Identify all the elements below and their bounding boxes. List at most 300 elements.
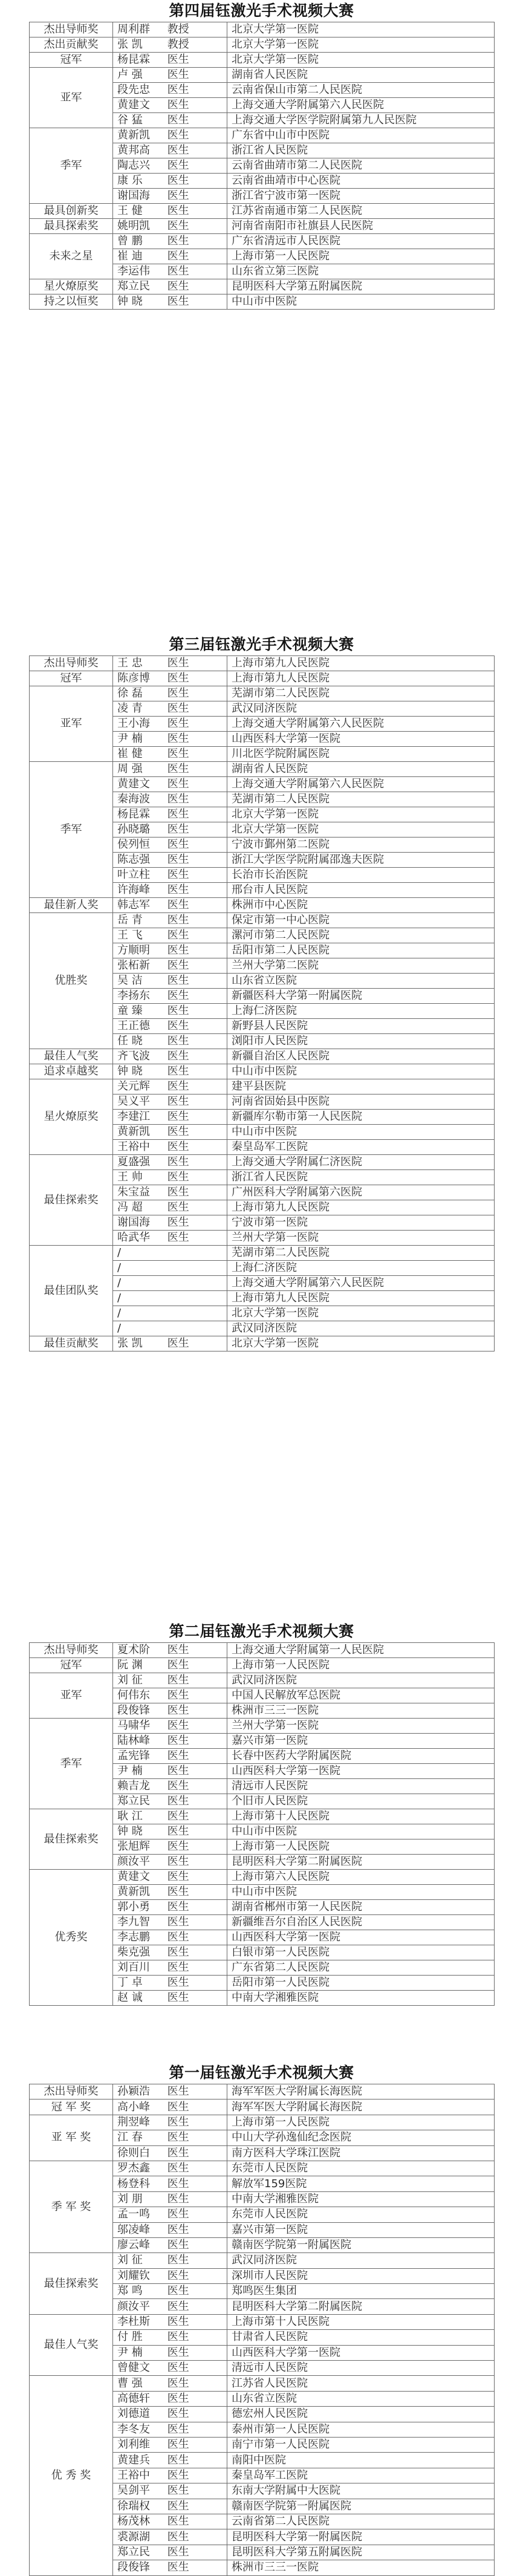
hospital-name: 兰州大学第二医院	[227, 958, 495, 974]
winner-cell	[113, 68, 227, 83]
winner-name: 黄邦高	[117, 144, 150, 157]
hospital-name: 上海交通大学医学院附属第九人民医院	[227, 113, 495, 128]
award-name: 最佳人气奖	[30, 1049, 113, 1064]
winner-cell	[113, 2345, 227, 2360]
winner-cell	[113, 2529, 227, 2545]
hospital-name: 上海交通大学附属第六人民医院	[227, 777, 495, 792]
table-row	[30, 204, 495, 219]
winner-title: 医生	[167, 280, 189, 293]
winner-name: 崔 迪	[117, 250, 143, 262]
hospital-name: 宁波市第一医院	[227, 1215, 495, 1231]
table-row	[30, 1809, 495, 1824]
hospital-name: 建平县医院	[227, 1079, 495, 1094]
winner-cell	[113, 2361, 227, 2376]
winner-name: 段俊锋	[117, 1704, 150, 1717]
winner-name: 康 乐	[117, 174, 143, 187]
winner-title: 医生	[167, 2346, 189, 2359]
winner-title: 医生	[167, 1991, 189, 2004]
winner-title: 医生	[167, 1704, 189, 1717]
winner-name: 郭小勇	[117, 1901, 150, 1913]
hospital-name: 云南省曲靖市第二人民医院	[227, 158, 495, 174]
winner-title: 医生	[167, 1976, 189, 1989]
winner-cell	[113, 2483, 227, 2499]
winner-cell	[113, 1291, 227, 1306]
winner-title: 医生	[167, 899, 189, 911]
winner-title: 医生	[167, 2453, 189, 2467]
hospital-name: 上海市第一人民医院	[227, 249, 495, 264]
winner-cell	[113, 1094, 227, 1110]
award-name: 星火燎原奖	[30, 279, 113, 294]
table-row	[30, 1673, 495, 1688]
winner-title: 医生	[167, 747, 189, 760]
winner-cell	[113, 2161, 227, 2176]
award-name: 最具创新奖	[30, 204, 113, 219]
hospital-name: 解放军159医院	[227, 2176, 495, 2191]
winner-name: /	[117, 1246, 122, 1259]
winner-cell	[113, 249, 227, 264]
winner-title: 医生	[167, 2515, 189, 2528]
hospital-name: 北京大学第一医院	[227, 1306, 495, 1321]
winner-name: 侯列恒	[117, 838, 150, 851]
winner-name: 刘 朋	[117, 2192, 143, 2205]
hospital-name: 中山市中医院	[227, 294, 495, 310]
winner-cell	[113, 822, 227, 838]
winner-title: 医生	[167, 1961, 189, 1974]
winner-cell	[113, 989, 227, 1004]
awards-table	[29, 655, 495, 1351]
winner-cell	[113, 1855, 227, 1870]
winner-name: 张 凯	[117, 38, 143, 51]
winner-name: 陈彦博	[117, 672, 150, 685]
competition-section	[29, 634, 494, 1351]
winner-title: 医生	[167, 2361, 189, 2375]
winner-title: 医生	[167, 1659, 189, 1671]
hospital-name: 中山市中医院	[227, 1125, 495, 1140]
hospital-name: 北京大学第一医院	[227, 1336, 495, 1351]
winner-title: 医生	[167, 2177, 189, 2190]
winner-title: 医生	[167, 2254, 189, 2267]
award-name: 星火燎原奖	[30, 1079, 113, 1155]
award-name: 未来之星	[30, 234, 113, 279]
winner-cell	[113, 1019, 227, 1034]
winner-name: 段俊锋	[117, 2561, 150, 2574]
winner-name: 刘百川	[117, 1961, 150, 1974]
table-row	[30, 1049, 495, 1064]
hospital-name: 新疆医科大学第一附属医院	[227, 989, 495, 1004]
winner-name: 高德轩	[117, 2392, 150, 2405]
winner-name: 曹 强	[117, 2376, 143, 2390]
table-row	[30, 898, 495, 913]
hospital-name: 岳阳市第一人民医院	[227, 1976, 495, 1991]
winner-title: 医生	[167, 2422, 189, 2436]
winner-cell	[113, 913, 227, 928]
winner-cell	[113, 204, 227, 219]
winner-cell	[113, 1930, 227, 1945]
award-name: 杰出导师奖	[30, 656, 113, 671]
hospital-name: 广州医科大学附属第六医院	[227, 1185, 495, 1200]
winner-cell	[113, 1276, 227, 1291]
hospital-name: 白银市第一人民医院	[227, 1945, 495, 1960]
hospital-name: 长春中医药大学附属医院	[227, 1749, 495, 1764]
winner-cell	[113, 189, 227, 204]
winner-title: 医生	[167, 1125, 189, 1138]
winner-name: 阮 渊	[117, 1659, 143, 1671]
hospital-name: 武汉同济医院	[227, 1673, 495, 1688]
winner-name: 韩志军	[117, 899, 150, 911]
winner-cell	[113, 234, 227, 249]
winner-name: 杨登科	[117, 2177, 150, 2190]
winner-cell	[113, 2499, 227, 2514]
award-name: 最佳贡献奖	[30, 1336, 113, 1351]
winner-cell	[113, 2176, 227, 2191]
award-name: 杰出贡献奖	[30, 37, 113, 53]
winner-title: 医生	[167, 250, 189, 262]
winner-name: 孟一鸣	[117, 2208, 150, 2221]
winner-cell	[113, 2314, 227, 2329]
winner-cell	[113, 792, 227, 807]
hospital-name: 深圳市人民医院	[227, 2268, 495, 2283]
winner-title: 医生	[167, 2530, 189, 2543]
award-name: 杰出导师奖	[30, 22, 113, 37]
winner-name: 关元辉	[117, 1080, 150, 1093]
winner-title: 医生	[167, 1855, 189, 1868]
winner-title: 医生	[167, 2438, 189, 2451]
winner-cell	[113, 279, 227, 294]
winner-name: 荆翌峰	[117, 2115, 150, 2129]
winner-title: 医生	[167, 1186, 189, 1199]
winner-title: 医生	[167, 1795, 189, 1807]
award-name: 持之以恒奖	[30, 294, 113, 310]
hospital-name: 中南大学湘雅医院	[227, 2191, 495, 2207]
winner-title: 医生	[167, 1840, 189, 1853]
winner-name: 刘耀钦	[117, 2269, 150, 2282]
winner-title: 医生	[167, 68, 189, 81]
table-row	[30, 22, 495, 37]
winner-cell	[113, 1885, 227, 1900]
winner-cell	[113, 1049, 227, 1064]
winner-title: 医生	[167, 1110, 189, 1123]
winner-name: 黄新凯	[117, 1125, 150, 1138]
winner-title: 教授	[167, 23, 189, 36]
winner-cell	[113, 868, 227, 883]
hospital-name: 湖南省郴州市第一人民医院	[227, 1900, 495, 1915]
hospital-name: 秦皇岛军工医院	[227, 1140, 495, 1155]
competition-section	[29, 2062, 494, 2576]
competition-section	[29, 1621, 494, 2006]
winner-name: 徐 磊	[117, 687, 143, 700]
winner-cell	[113, 1991, 227, 2006]
winner-cell	[113, 1824, 227, 1839]
winner-title: 医生	[167, 1916, 189, 1928]
winner-title: 医生	[167, 959, 189, 972]
winner-title: 医生	[167, 883, 189, 896]
winner-cell	[113, 747, 227, 762]
hospital-name: 山西医科大学第一医院	[227, 1930, 495, 1945]
winner-cell	[113, 174, 227, 189]
hospital-name: 昆明医科大学第五附属医院	[227, 279, 495, 294]
hospital-name: 广东省清远市人民医院	[227, 234, 495, 249]
winner-cell	[113, 1734, 227, 1749]
winner-cell	[113, 219, 227, 234]
table-row	[30, 2161, 495, 2176]
winner-title: 医生	[167, 2545, 189, 2558]
hospital-name: 湖南省人民医院	[227, 762, 495, 777]
hospital-name: 新疆自治区人民医院	[227, 1049, 495, 1064]
winner-title: 教授	[167, 38, 189, 51]
hospital-name: 上海市第十人民医院	[227, 2314, 495, 2329]
table-row	[30, 2314, 495, 2329]
winner-name: 张旭辉	[117, 1840, 150, 1853]
winner-cell	[113, 2453, 227, 2468]
winner-name: 郑 鸣	[117, 2285, 143, 2298]
winner-cell	[113, 2130, 227, 2145]
winner-title: 医生	[167, 1901, 189, 1913]
winner-cell	[113, 1719, 227, 1734]
winner-name: 丁 卓	[117, 1976, 143, 1989]
award-name: 最佳人气奖	[30, 2314, 113, 2376]
winner-name: 尹 楠	[117, 1764, 143, 1777]
winner-name: 郑立民	[117, 2545, 150, 2558]
winner-cell	[113, 2422, 227, 2437]
table-row	[30, 2376, 495, 2391]
hospital-name: 上海市第十人民医院	[227, 1809, 495, 1824]
winner-name: 尹 楠	[117, 2346, 143, 2359]
winner-name: 卢 强	[117, 68, 143, 81]
hospital-name: 清远市人民医院	[227, 1779, 495, 1794]
winner-cell	[113, 1658, 227, 1673]
winner-title: 医生	[167, 1810, 189, 1823]
winner-cell	[113, 1246, 227, 1261]
winner-name: 王小海	[117, 717, 150, 730]
hospital-name: 云南省保山市第二人民医院	[227, 83, 495, 98]
winner-name: 陆林峰	[117, 1734, 150, 1747]
winner-title: 医生	[167, 2484, 189, 2497]
winner-cell	[113, 1794, 227, 1809]
hospital-name: 中山市中医院	[227, 1064, 495, 1079]
hospital-name: 南方医科大学珠江医院	[227, 2145, 495, 2161]
hospital-name: 上海交通大学附属第六人民医院	[227, 717, 495, 732]
winner-cell	[113, 2145, 227, 2161]
winner-cell	[113, 2330, 227, 2345]
winner-name: 陈志强	[117, 853, 150, 866]
winner-name: 李扬东	[117, 989, 150, 1002]
winner-title: 医生	[167, 2146, 189, 2159]
table-row	[30, 1658, 495, 1673]
hospital-name: 上海市第一人民医院	[227, 2115, 495, 2130]
winner-name: 孟宪锋	[117, 1749, 150, 1762]
winner-title: 医生	[167, 929, 189, 942]
winner-name: 杨昆霖	[117, 53, 150, 66]
winner-cell	[113, 2115, 227, 2130]
winner-cell	[113, 1688, 227, 1703]
competition-title: 第二届钰激光手术视频大赛	[169, 1622, 354, 1640]
hospital-name: 浙江省人民医院	[227, 1170, 495, 1185]
winner-title: 医生	[167, 220, 189, 232]
winner-cell	[113, 143, 227, 158]
winner-name: 李建江	[117, 1110, 150, 1123]
award-name: 冠军	[30, 1658, 113, 1673]
winner-title: 医生	[167, 2239, 189, 2252]
winner-name: 裘源湖	[117, 2530, 150, 2543]
hospital-name: 株洲市三三一医院	[227, 2560, 495, 2575]
award-name: 季军	[30, 1719, 113, 1809]
winner-name: 耿 江	[117, 1810, 143, 1823]
hospital-name: 云南省第二人民医院	[227, 2514, 495, 2529]
hospital-name: 赣南医学院第一附属医院	[227, 2237, 495, 2252]
winner-title: 医生	[167, 1156, 189, 1168]
hospital-name: 中南大学湘雅医院	[227, 1991, 495, 2006]
hospital-name: 东莞市人民医院	[227, 2207, 495, 2222]
hospital-name: 上海仁济医院	[227, 1261, 495, 1276]
winner-cell	[113, 2191, 227, 2207]
winner-name: 吴义平	[117, 1095, 150, 1108]
winner-title: 医生	[167, 1764, 189, 1777]
winner-cell	[113, 2391, 227, 2406]
hospital-name: 浙江省人民医院	[227, 143, 495, 158]
table-row	[30, 128, 495, 143]
winner-cell	[113, 943, 227, 958]
winner-cell	[113, 1336, 227, 1351]
winner-title: 医生	[167, 144, 189, 157]
award-name: 亚军	[30, 686, 113, 762]
hospital-name: 上海仁济医院	[227, 1004, 495, 1019]
winner-cell	[113, 264, 227, 279]
hospital-name: 新野县人民医院	[227, 1019, 495, 1034]
award-name: 亚军	[30, 1673, 113, 1719]
winner-cell	[113, 2237, 227, 2252]
winner-name: 吴剑平	[117, 2484, 150, 2497]
winner-title: 医生	[167, 1065, 189, 1078]
table-row	[30, 1336, 495, 1351]
hospital-name: 浏阳市人民医院	[227, 1034, 495, 1049]
winner-title: 医生	[167, 204, 189, 217]
hospital-name: 广东省第二人民医院	[227, 1960, 495, 1976]
winner-name: 何伟东	[117, 1689, 150, 1702]
winner-title: 医生	[167, 657, 189, 669]
winner-cell	[113, 958, 227, 974]
winner-cell	[113, 2514, 227, 2529]
hospital-name: 上海市第六人民医院	[227, 1870, 495, 1885]
hospital-name: 北京大学第一医院	[227, 53, 495, 68]
winner-title: 医生	[167, 838, 189, 851]
winner-title: 医生	[167, 2100, 189, 2113]
winner-cell	[113, 1170, 227, 1185]
winner-title: 医生	[167, 1734, 189, 1747]
winner-name: 杨昆霖	[117, 808, 150, 821]
winner-title: 医生	[167, 2269, 189, 2282]
award-name: 最佳探索奖	[30, 2253, 113, 2315]
hospital-name: 北京大学第一医院	[227, 807, 495, 822]
table-row	[30, 1155, 495, 1170]
table-row	[30, 1719, 495, 1734]
winner-title: 医生	[167, 1885, 189, 1898]
hospital-name: 昆明医科大学第二附属医院	[227, 1855, 495, 1870]
winner-title: 医生	[167, 1870, 189, 1883]
winner-title: 医生	[167, 2376, 189, 2390]
winner-title: 医生	[167, 853, 189, 866]
winner-cell	[113, 1110, 227, 1125]
competition-title: 第一届钰激光手术视频大赛	[169, 2064, 354, 2081]
table-row	[30, 656, 495, 671]
hospital-name: 兰州大学第一医院	[227, 1231, 495, 1246]
winner-name: 罗杰鑫	[117, 2162, 150, 2175]
winner-name: /	[117, 1277, 122, 1289]
award-name: 最佳探索奖	[30, 1155, 113, 1246]
winner-title: 医生	[167, 1020, 189, 1032]
winner-name: 孙颖浩	[117, 2085, 150, 2098]
winner-cell	[113, 128, 227, 143]
hospital-name: 武汉同济医院	[227, 2253, 495, 2268]
winner-name: 廖云峰	[117, 2239, 150, 2252]
hospital-name: 长治市长治医院	[227, 868, 495, 883]
winner-cell	[113, 1034, 227, 1049]
winner-name: 许海峰	[117, 883, 150, 896]
winner-title: 医生	[167, 1080, 189, 1093]
winner-title: 医生	[167, 2085, 189, 2098]
hospital-name: 株洲市中心医院	[227, 898, 495, 913]
hospital-name: 上海市第九人民医院	[227, 656, 495, 671]
winner-cell	[113, 1960, 227, 1976]
hospital-name: 株洲市三三一医院	[227, 1703, 495, 1719]
hospital-name: 河南省南阳市社旗县人民医院	[227, 219, 495, 234]
winner-name: 黄建文	[117, 99, 150, 111]
winner-title: 医生	[167, 808, 189, 821]
winner-title: 医生	[167, 1719, 189, 1732]
winner-cell	[113, 2299, 227, 2314]
hospital-name: 赣南医学院第一附属医院	[227, 2499, 495, 2514]
winner-name: 江 春	[117, 2131, 143, 2144]
winner-cell	[113, 928, 227, 943]
winner-name: 颜汝平	[117, 1855, 150, 1868]
winner-cell	[113, 732, 227, 747]
winner-cell	[113, 2084, 227, 2100]
winner-cell	[113, 1749, 227, 1764]
winner-cell	[113, 1261, 227, 1276]
winner-title: 医生	[167, 1171, 189, 1183]
winner-cell	[113, 838, 227, 853]
table-row	[30, 2100, 495, 2115]
winner-title: 医生	[167, 974, 189, 987]
winner-cell	[113, 656, 227, 671]
hospital-name: 上海市第一人民医院	[227, 1839, 495, 1855]
table-row	[30, 37, 495, 53]
award-name: 优 秀 奖	[30, 2376, 113, 2575]
winner-title: 医生	[167, 53, 189, 66]
winner-cell	[113, 158, 227, 174]
winner-cell	[113, 83, 227, 98]
hospital-name: 上海交通大学附属第六人民医院	[227, 98, 495, 113]
hospital-name: 郑鸣医生集团	[227, 2284, 495, 2299]
winner-title: 医生	[167, 2115, 189, 2129]
hospital-name: 上海交通大学附属仁济医院	[227, 1155, 495, 1170]
winner-title: 医生	[167, 83, 189, 96]
winner-name: 夏盛强	[117, 1156, 150, 1168]
winner-name: 任 晓	[117, 1035, 143, 1047]
award-name: 冠 军 奖	[30, 2100, 113, 2115]
winner-name: 段先忠	[117, 83, 150, 96]
winner-name: 凌 青	[117, 702, 143, 715]
table-row	[30, 2084, 495, 2100]
winner-name: 邬凌峰	[117, 2223, 150, 2236]
winner-title: 医生	[167, 2131, 189, 2144]
winner-name: 谷 猛	[117, 114, 143, 126]
hospital-name: 中山市中医院	[227, 1885, 495, 1900]
table-row	[30, 219, 495, 234]
winner-title: 医生	[167, 732, 189, 745]
winner-name: 李杜斯	[117, 2315, 150, 2329]
winner-name: 姚明凯	[117, 220, 150, 232]
award-name: 杰出导师奖	[30, 2084, 113, 2100]
